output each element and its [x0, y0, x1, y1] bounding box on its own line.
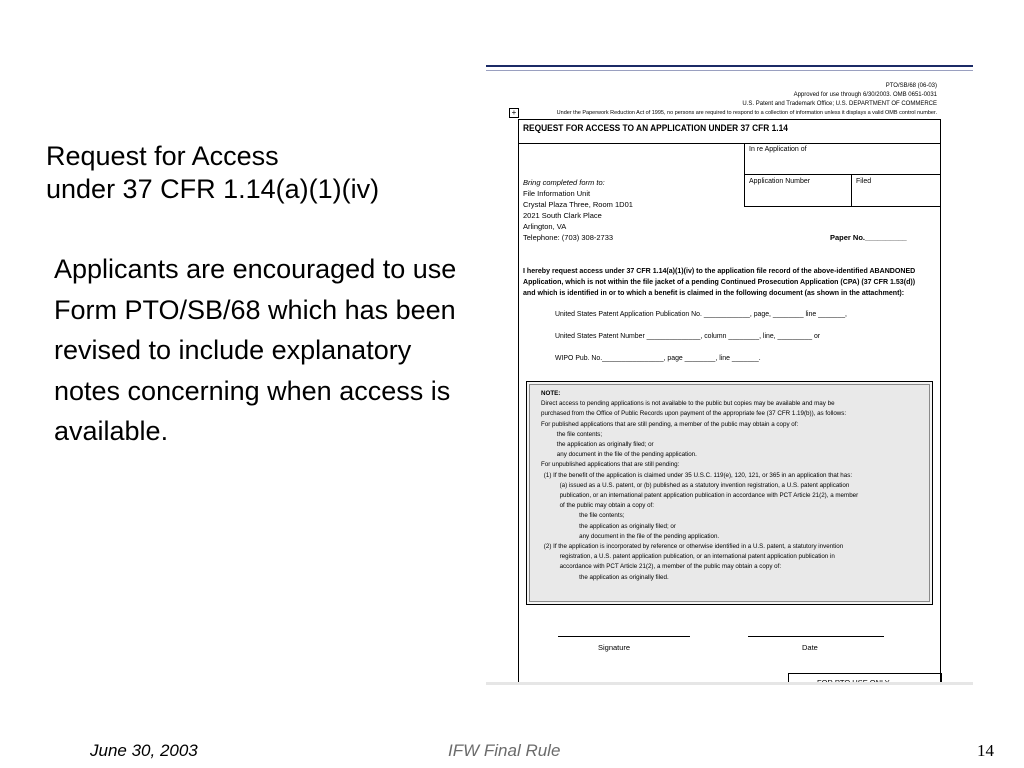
mail-to-address	[523, 177, 633, 243]
note-line: (2) If the application is incorporated by reference or otherwise identified in a U.S. patent, a statutory invention	[543, 543, 844, 551]
paper-number: Paper No.__________	[830, 233, 907, 242]
publication-number-line: United States Patent Application Publication No. ____________, page, ________ line _______,	[555, 309, 847, 318]
note-line: Direct access to pending applications is not available to the public but copies may be available and may be	[541, 400, 835, 408]
mail-to-line: Arlington, VA	[523, 222, 567, 231]
mail-to-line: Telephone: (703) 308-2733	[523, 233, 614, 242]
note-line: any document in the file of the pending application.	[556, 451, 697, 459]
form-top-rule	[486, 65, 973, 71]
application-number-box	[745, 175, 852, 207]
patent-number-line: United States Patent Number ______________, column ________, line, _________ or	[555, 331, 821, 340]
form-paperwork-text: Under the Paperwork Reduction Act of 1995, no persons are required to respond to a collection of information unless it displays a valid OMB control number.	[556, 110, 937, 116]
note-line: the file contents;	[556, 430, 603, 438]
footer-date: June 30, 2003	[90, 741, 198, 760]
application-number-label: Application Number	[749, 178, 811, 185]
form-title: REQUEST FOR ACCESS TO AN APPLICATION UNDER 37 CFR 1.14	[523, 123, 788, 134]
form-pto-sb-68-image	[486, 65, 973, 685]
mail-to-lead: Bring completed form to:	[523, 178, 605, 187]
slide-title-line-1: Request for Access	[46, 141, 279, 171]
form-approval-text: Approved for use through 6/30/2003. OMB 0651-0031	[793, 92, 937, 98]
signature-line	[558, 636, 690, 637]
note-line: For unpublished applications that are still pending:	[541, 461, 680, 469]
note-line: registration, a U.S. patent application publication, or an international patent application publication in	[559, 553, 835, 561]
note-line: accordance with PCT Article 21(2), a member of the public may obtain a copy of:	[559, 563, 782, 571]
form-office-text: U.S. Patent and Trademark Office; U.S. DEPARTMENT OF COMMERCE	[742, 101, 937, 107]
note-line: the file contents;	[579, 512, 625, 520]
note-line: (a) issued as a U.S. patent, or (b) published as a statutory invention registration, a U.S. patent application	[559, 481, 850, 489]
slide-body-text: Applicants are encouraged to use Form PTO/SB/68 which has been revised to include explanatory notes concerning when access is available.	[54, 254, 457, 446]
slide-number: 14	[977, 741, 994, 760]
in-re-box	[745, 143, 940, 175]
note-line: (1) If the benefit of the application is claimed under 35 U.S.C. 119(e), 120, 121, or 365 in an application that has:	[543, 471, 853, 479]
note-line: For published applications that are still pending, a member of the public may obtain a copy of:	[541, 420, 799, 428]
date-label: Date	[802, 643, 818, 652]
note-box	[526, 381, 933, 605]
note-line: of the public may obtain a copy of:	[559, 502, 654, 510]
filed-label: Filed	[856, 178, 872, 185]
mail-to-line: File Information Unit	[523, 189, 591, 198]
mail-to-line: Crystal Plaza Three, Room 1D01	[523, 200, 633, 209]
request-statement: I hereby request access under 37 CFR 1.14(a)(1)(iv) to the application file record of the above-identified ABANDONED Application, which is not within the file jacket of a pending Continued Prosecution Application (CPA) (37 CFR 1.53(d)) and which is identified in or to which a benefit is claimed in the following document (as shown in the attachment):	[523, 266, 916, 297]
slide-title	[46, 140, 379, 206]
date-line	[748, 636, 884, 637]
note-line: any document in the file of the pending application.	[579, 532, 720, 540]
note-line: NOTE:	[541, 390, 561, 397]
note-line: purchased from the Office of Public Records upon payment of the appropriate fee (37 CFR 1.19(b)), as follows:	[541, 410, 847, 418]
note-line: the application as originally filed; or	[556, 441, 654, 449]
note-line: publication, or an international patent application publication in accordance with PCT Article 21(2), a member	[559, 492, 859, 500]
form-bottom-edge	[486, 682, 973, 685]
filed-box	[852, 175, 940, 207]
note-line: the application as originally filed; or	[579, 522, 676, 530]
form-number: PTO/SB/68 (06-03)	[885, 83, 937, 89]
footer-title: IFW Final Rule	[448, 741, 561, 760]
note-line: the application as originally filed.	[579, 573, 669, 581]
mail-to-line: 2021 South Clark Place	[523, 211, 602, 220]
expand-icon[interactable]: +	[509, 108, 519, 118]
slide-title-line-2: under 37 CFR 1.14(a)(1)(iv)	[46, 174, 380, 204]
wipo-number-line: WIPO Pub. No.________________, page ________, line _______.	[555, 353, 761, 362]
application-info-boxes	[744, 143, 940, 207]
in-re-label: In re Application of	[749, 146, 807, 153]
signature-label: Signature	[598, 643, 631, 652]
